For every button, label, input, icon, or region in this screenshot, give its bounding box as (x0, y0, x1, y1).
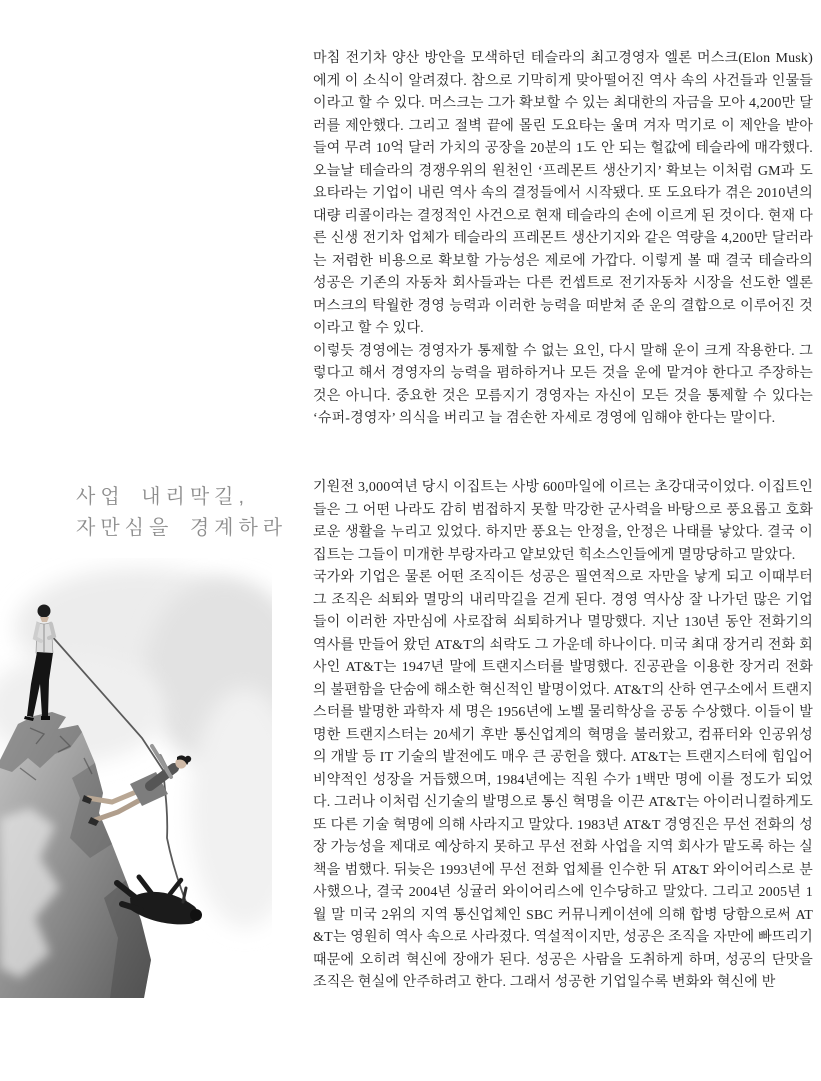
section-heading-line2: 자만심을 경계하라 (76, 517, 288, 539)
cliff-rock (0, 712, 151, 998)
paragraph: 기원전 3,000여년 당시 이집트는 사방 600마일에 이르는 초강대국이었다. 이집트인들은 그 어떤 나라도 감히 범접하지 못할 막강한 군사력을 바탕으로 풍요롭고 호화로운 생활을 누리고 있었다. 하지만 풍요는 안정을, 안정은 나태를 낳았다. 결국 이집트는 그들이 미개한 부랑자라고 얕보았던 힉소스인들에게 멸망당하고 말았다. (313, 480, 813, 563)
cliff-climbers-photo (0, 558, 272, 998)
paragraph: 마침 전기차 양산 방안을 모색하던 테슬라의 최고경영자 엘론 머스크(Elon Musk)에게 이 소식이 알려졌다. 참으로 기막히게 맞아떨어진 역사 속의 사건들과 인물들이라고 할 수 있다. 머스크는 그가 확보할 수 있는 최대한의 자금을 모아 4,200만 달러를 제안했다. 그리고 절벽 끝에 몰린 도요타는 울며 겨자 먹기로 이 제안을 받아들여 무려 10억 달러 가치의 공장을 20분의 1도 안 되는 헐값에 테슬라에 매각했다. 오늘날 테슬라의 경쟁우위의 원천인 ‘프레몬트 생산기지’ 확보는 이처럼 GM과 도요타라는 기업이 내린 역사 속의 결정들에서 시작됐다. 또 도요타가 겪은 2010년의 대량 리콜이라는 결정적인 사건으로 현재 테슬라의 손에 이르게 된 것이다. 현재 다른 신생 전기차 업체가 테슬라의 프레몬트 생산기지와 같은 역량을 4,200만 달러라는 저렴한 비용으로 확보할 가능성은 제로에 가깝다. 이렇게 볼 때 결국 테슬라의 성공은 기존의 자동차 회사들과는 다른 컨셉트로 전기자동차 시장을 선도한 엘론 머스크의 탁월한 경영 능력과 이러한 능력을 떠받쳐 준 운의 결합으로 이루어진 것이라고 할 수 있다. (313, 51, 813, 336)
section-heading (76, 482, 287, 544)
body-text-block-2 (313, 477, 813, 995)
paragraph: 이렇듯 경영에는 경영자가 통제할 수 없는 요인, 다시 말해 운이 크게 작용한다. 그렇다고 해서 경영자의 능력을 폄하하거나 모든 것을 운에 맡겨야 한다고 주장하는 것은 아니다. 중요한 것은 모름지기 경영자는 자신이 모든 것을 통제할 수 있다는 ‘슈퍼-경영자’ 의식을 버리고 늘 겸손한 자세로 경영에 임해야 한다는 말이다. (313, 343, 813, 426)
body-text-block-1 (313, 48, 813, 431)
paragraph: 국가와 기업은 물론 어떤 조직이든 성공은 필연적으로 자만을 낳게 되고 이때부터 그 조직은 쇠퇴와 멸망의 내리막길을 걷게 된다. 경영 역사상 잘 나가던 많은 기업들이 이러한 자만심에 사로잡혀 쇠퇴하거나 멸망했다. 지난 130년 동안 전화기의 역사를 만들어 왔던 AT&T의 쇠락도 그 가운데 하나이다. 미국 최대 장거리 전화 회사인 AT&T는 1947년 말에 트랜지스터를 발명했다. 진공관을 이용한 장거리 전화의 불편함을 단숨에 해소한 혁신적인 발명이었다. AT&T의 산하 연구소에서 트랜지스터를 발명한 과학자 세 명은 1956년에 노벨 물리학상을 공동 수상했다. 이들이 발명한 트랜지스터는 20세기 후반 통신업계의 혁명을 불러왔고, 컴퓨터와 인공위성의 개발 등 IT 기술의 발전에도 매우 큰 공헌을 했다. AT&T는 트랜지스터에 힘입어 비약적인 성장을 거듭했으며, 1984년에는 직원 수가 1백만 명에 이를 정도가 되었다. 그러나 이처럼 신기술의 발명으로 통신 혁명을 이끈 AT&T는 아이러니컬하게도 또 다른 기술 혁명에 의해 사라지고 말았다. 1983년 AT&T 경영진은 무선 전화의 성장 가능성을 제대로 예상하지 못하고 무선 전화 사업을 지역 회사가 맡도록 하는 실책을 범했다. 뒤늦은 1993년에 무선 전화 업체를 인수한 뒤 AT&T 와이어리스로 분사했으나, 결국 2004년 싱귤러 와이어리스에 인수당하고 말았다. 그리고 2005년 1월 말 미국 2위의 지역 통신업체인 SBC 커뮤니케이션에 의해 합병 당함으로써 AT&T는 영원히 역사 속으로 사라졌다. 역설적이지만, 성공은 조직을 자만에 빠뜨리기 때문에 오히려 혁신에 장애가 된다. 성공은 사람을 도취하게 하며, 성공의 단맛을 조직은 현실에 안주하려고 한다. 그래서 성공한 기업일수록 변화와 혁신에 반 (313, 570, 813, 990)
section-heading-line1: 사업 내리막길, (76, 486, 250, 508)
cliff-climbers-illustration (0, 558, 272, 998)
